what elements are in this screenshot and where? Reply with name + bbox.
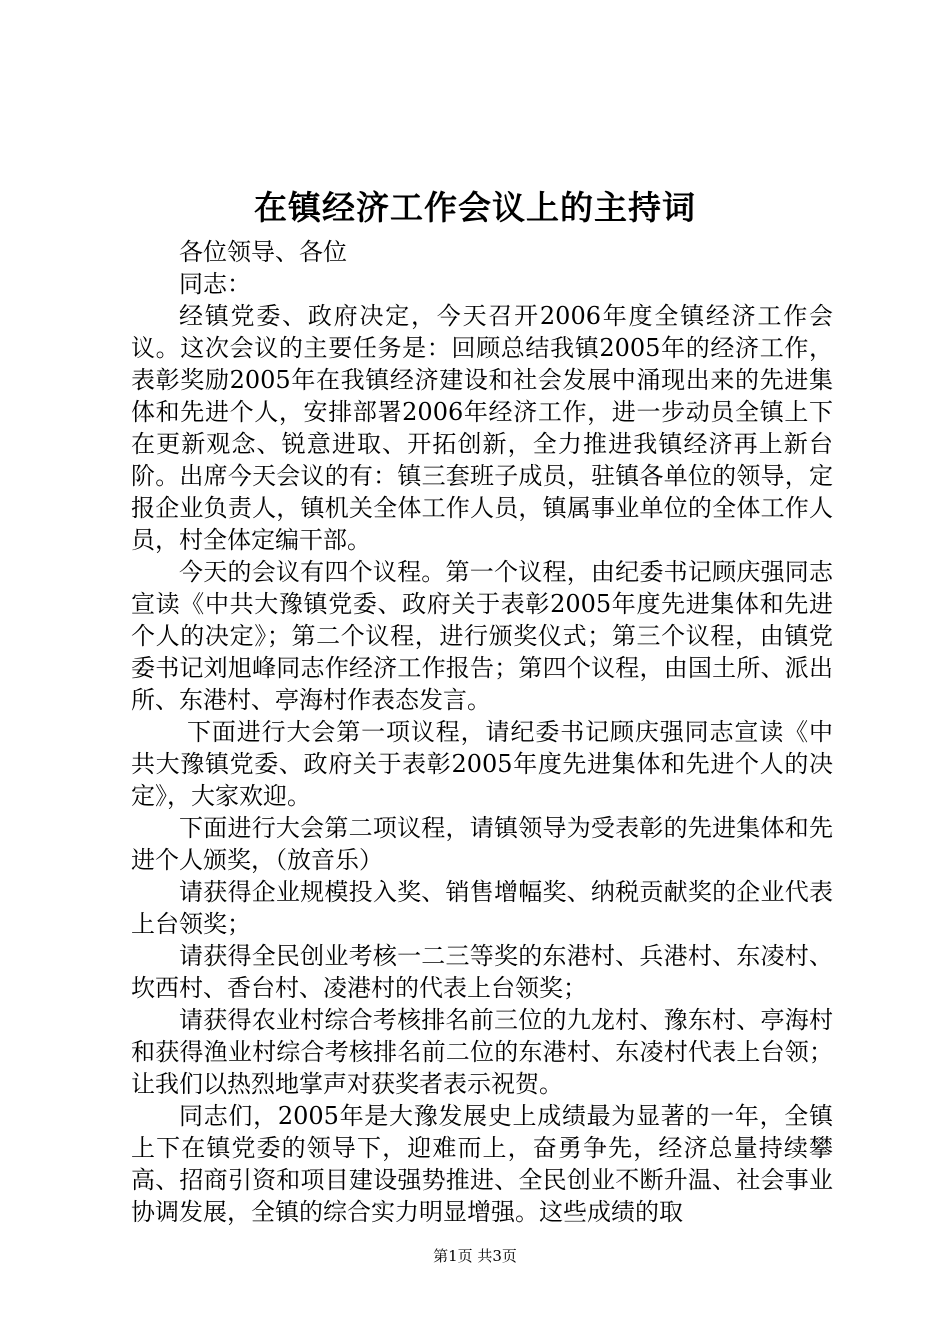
paragraph-second-item: 下面进行大会第二项议程，请镇领导为受表彰的先进集体和先进个人颁奖，（放音乐）: [131, 814, 833, 874]
page-number-footer: 第1页 共3页: [433, 1247, 517, 1265]
paragraph-first-item: 下面进行大会第一项议程，请纪委书记顾庆强同志宣读《中共大豫镇党委、政府关于表彰2005年度先进集体和先进个人的决定》，大家欢迎。: [131, 718, 833, 810]
paragraph-village-awards: 请获得农业村综合考核排名前三位的九龙村、豫东村、亭海村和获得渔业村综合考核排名前二位的东港村、东凌村代表上台领；让我们以热烈地掌声对获奖者表示祝贺。: [131, 1006, 833, 1098]
paragraph-agenda: 今天的会议有四个议程。第一个议程，由纪委书记顾庆强同志宣读《中共大豫镇党委、政府关于表彰2005年度先进集体和先进个人的决定》；第二个议程，进行颁奖仪式；第三个议程，由镇党委书记刘旭峰同志作经济工作报告；第四个议程，由国土所、派出所、东港村、亭海村作表态发言。: [131, 558, 833, 714]
paragraph-entrepreneurship-awards: 请获得全民创业考核一二三等奖的东港村、兵港村、东凌村、坎西村、香台村、凌港村的代表上台领奖；: [131, 942, 833, 1002]
paragraph-enterprise-awards: 请获得企业规模投入奖、销售增幅奖、纳税贡献奖的企业代表上台领奖；: [131, 878, 833, 938]
document-body: [131, 236, 833, 1228]
document-title: 在镇经济工作会议上的主持词: [254, 188, 696, 227]
paragraph-meeting-intro: 经镇党委、政府决定，今天召开2006年度全镇经济工作会议。这次会议的主要任务是：回顾总结我镇2005年的经济工作，表彰奖励2005年在我镇经济建设和社会发展中涌现出来的先进集体和先进个人，安排部署2006年经济工作，进一步动员全镇上下在更新观念、锐意进取、开拓创新，全力推进我镇经济再上新台阶。出席今天会议的有：镇三套班子成员，驻镇各单位的领导，定报企业负责人，镇机关全体工作人员，镇属事业单位的全体工作人员，村全体定编干部。: [131, 302, 833, 554]
paragraph-summary: 同志们，2005年是大豫发展史上成绩最为显著的一年，全镇上下在镇党委的领导下，迎难而上，奋勇争先，经济总量持续攀高、招商引资和项目建设强势推进、全民创业不断升温、社会事业协调发展，全镇的综合实力明显增强。这些成绩的取: [131, 1102, 833, 1226]
salutation-line-2: 同志：: [179, 270, 251, 298]
salutation-line-1: 各位领导、各位: [179, 238, 347, 266]
